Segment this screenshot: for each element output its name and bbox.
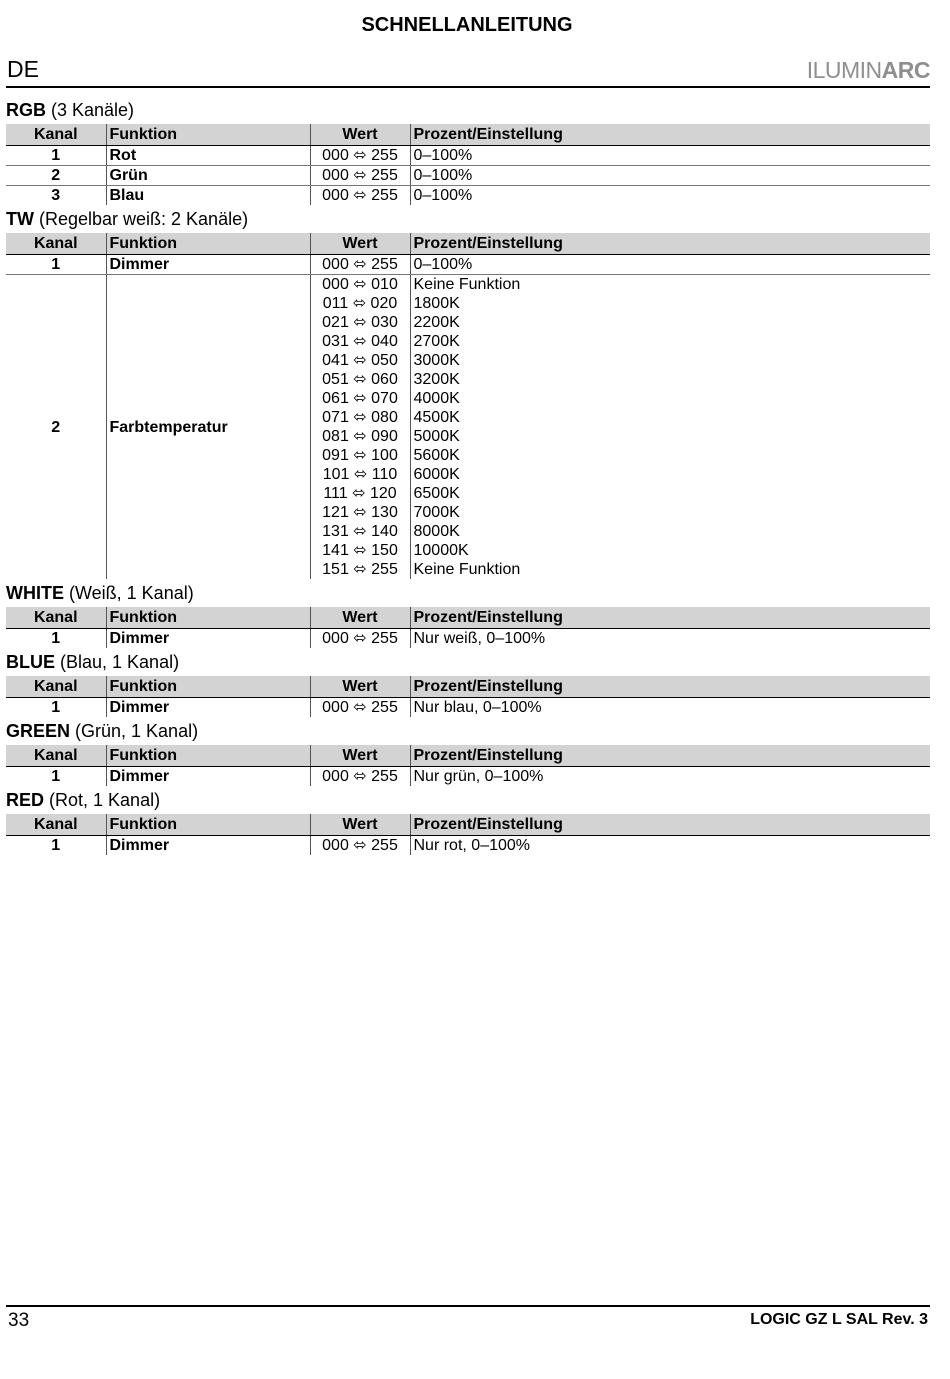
brand-logo-light: ILUMIN — [806, 57, 882, 83]
cell-prozent: 4500K — [410, 408, 930, 427]
col-header-kanal: Kanal — [6, 124, 106, 146]
cell-wert: 000 ⬄ 255 — [310, 698, 410, 718]
table-row — [6, 186, 930, 206]
cell-funktion: Dimmer — [106, 629, 310, 649]
cell-wert: 000 ⬄ 255 — [310, 186, 410, 206]
cell-wert: 041 ⬄ 050 — [310, 351, 410, 370]
brand-logo — [807, 57, 930, 84]
cell-funktion: Farbtemperatur — [106, 275, 310, 580]
cell-prozent: 5000K — [410, 427, 930, 446]
col-header-funktion: Funktion — [106, 814, 310, 836]
cell-wert: 000 ⬄ 255 — [310, 767, 410, 787]
cell-prozent: 3000K — [410, 351, 930, 370]
table-row — [6, 255, 930, 275]
cell-funktion: Dimmer — [106, 255, 310, 275]
col-header-funktion: Funktion — [106, 233, 310, 255]
table-header-row — [6, 607, 930, 629]
cell-prozent: Keine Funktion — [410, 275, 930, 295]
col-header-kanal: Kanal — [6, 814, 106, 836]
col-header-prozent: Prozent/Einstellung — [410, 676, 930, 698]
cell-prozent: Nur blau, 0–100% — [410, 698, 930, 718]
cell-funktion: Rot — [106, 146, 310, 166]
cell-funktion: Dimmer — [106, 767, 310, 787]
col-header-kanal: Kanal — [6, 233, 106, 255]
cell-prozent: 0–100% — [410, 146, 930, 166]
cell-prozent: 3200K — [410, 370, 930, 389]
col-header-prozent: Prozent/Einstellung — [410, 607, 930, 629]
cell-kanal: 1 — [51, 699, 61, 716]
table-white — [6, 607, 930, 648]
cell-kanal: 1 — [51, 768, 61, 785]
cell-kanal: 1 — [6, 255, 106, 275]
cell-wert: 000 ⬄ 255 — [310, 255, 410, 275]
cell-funktion: Blau — [106, 186, 310, 206]
cell-prozent: 4000K — [410, 389, 930, 408]
cell-prozent: 2700K — [410, 332, 930, 351]
table-row — [6, 146, 930, 166]
col-header-funktion: Funktion — [106, 124, 310, 146]
table-header-row — [6, 124, 930, 146]
cell-wert: 031 ⬄ 040 — [310, 332, 410, 351]
table-red — [6, 814, 930, 855]
cell-funktion: Dimmer — [106, 836, 310, 856]
table-green — [6, 745, 930, 786]
cell-prozent: Nur weiß, 0–100% — [410, 629, 930, 649]
col-header-kanal: Kanal — [6, 745, 106, 767]
section-title-red: RED (Rot, 1 Kanal) — [6, 790, 161, 810]
section-title-blue: BLUE (Blau, 1 Kanal) — [6, 652, 180, 672]
cell-wert: 081 ⬄ 090 — [310, 427, 410, 446]
brand-logo-bold: ARC — [881, 57, 930, 83]
cell-wert: 101 ⬄ 110 — [310, 465, 410, 484]
cell-prozent: Nur rot, 0–100% — [410, 836, 930, 856]
col-header-kanal: Kanal — [6, 607, 106, 629]
cell-prozent: 8000K — [410, 522, 930, 541]
cell-prozent: 5600K — [410, 446, 930, 465]
col-header-wert: Wert — [310, 676, 410, 698]
section-title-white: WHITE (Weiß, 1 Kanal) — [6, 583, 194, 603]
cell-prozent: 7000K — [410, 503, 930, 522]
cell-kanal: 2 — [6, 166, 106, 186]
cell-kanal: 1 — [51, 630, 61, 647]
table-header-row — [6, 676, 930, 698]
cell-prozent: Keine Funktion — [410, 560, 930, 579]
cell-wert: 021 ⬄ 030 — [310, 313, 410, 332]
footer-rule — [6, 1305, 930, 1307]
page-number: 33 — [8, 1310, 30, 1331]
table-header-row — [6, 814, 930, 836]
cell-prozent: 1800K — [410, 294, 930, 313]
section-title-rgb: RGB (3 Kanäle) — [6, 100, 135, 120]
cell-prozent: 6500K — [410, 484, 930, 503]
cell-prozent: Nur grün, 0–100% — [410, 767, 930, 787]
col-header-funktion: Funktion — [106, 745, 310, 767]
page-title: SCHNELLANLEITUNG — [361, 14, 573, 36]
cell-wert: 151 ⬄ 255 — [310, 560, 410, 579]
cell-kanal: 1 — [51, 837, 61, 854]
cell-prozent: 0–100% — [410, 166, 930, 186]
col-header-prozent: Prozent/Einstellung — [410, 745, 930, 767]
cell-prozent: 6000K — [410, 465, 930, 484]
col-header-wert: Wert — [310, 233, 410, 255]
section-title-tw: TW (Regelbar weiß: 2 Kanäle) — [6, 209, 249, 229]
section-title-green: GREEN (Grün, 1 Kanal) — [6, 721, 199, 741]
table-row — [6, 767, 930, 787]
col-header-funktion: Funktion — [106, 607, 310, 629]
table-row — [6, 629, 930, 649]
cell-wert: 071 ⬄ 080 — [310, 408, 410, 427]
table-row — [6, 166, 930, 186]
header-rule — [6, 86, 930, 88]
cell-wert: 000 ⬄ 010 — [310, 275, 410, 295]
cell-prozent: 0–100% — [410, 186, 930, 206]
col-header-wert: Wert — [310, 745, 410, 767]
col-header-wert: Wert — [310, 124, 410, 146]
cell-wert: 000 ⬄ 255 — [310, 836, 410, 856]
cell-wert: 141 ⬄ 150 — [310, 541, 410, 560]
cell-wert: 000 ⬄ 255 — [310, 629, 410, 649]
table-blue — [6, 676, 930, 717]
cell-kanal: 3 — [51, 187, 61, 204]
col-header-funktion: Funktion — [106, 676, 310, 698]
content — [6, 96, 930, 855]
cell-funktion: Dimmer — [106, 698, 310, 718]
cell-wert: 011 ⬄ 020 — [310, 294, 410, 313]
col-header-prozent: Prozent/Einstellung — [410, 814, 930, 836]
col-header-wert: Wert — [310, 607, 410, 629]
table-header-row — [6, 233, 930, 255]
col-header-prozent: Prozent/Einstellung — [410, 233, 930, 255]
document-reference: LOGIC GZ L SAL Rev. 3 — [750, 1311, 928, 1328]
cell-wert: 061 ⬄ 070 — [310, 389, 410, 408]
cell-prozent: 2200K — [410, 313, 930, 332]
cell-kanal: 1 — [6, 146, 106, 166]
table-tw — [6, 233, 930, 579]
table-header-row — [6, 745, 930, 767]
cell-funktion: Grün — [106, 166, 310, 186]
cell-wert: 121 ⬄ 130 — [310, 503, 410, 522]
cell-wert: 131 ⬄ 140 — [310, 522, 410, 541]
col-header-kanal: Kanal — [6, 676, 106, 698]
cell-kanal: 2 — [51, 418, 61, 436]
table-rgb — [6, 124, 930, 205]
cell-prozent: 0–100% — [410, 255, 930, 275]
cell-wert: 000 ⬄ 255 — [310, 166, 410, 186]
cell-wert: 111 ⬄ 120 — [310, 484, 410, 503]
cell-wert: 051 ⬄ 060 — [310, 370, 410, 389]
table-row — [6, 275, 930, 295]
table-row — [6, 836, 930, 856]
col-header-wert: Wert — [310, 814, 410, 836]
language-label: DE — [7, 56, 39, 82]
col-header-prozent: Prozent/Einstellung — [410, 124, 930, 146]
cell-wert: 091 ⬄ 100 — [310, 446, 410, 465]
table-row — [6, 698, 930, 718]
cell-wert: 000 ⬄ 255 — [310, 146, 410, 166]
cell-prozent: 10000K — [410, 541, 930, 560]
